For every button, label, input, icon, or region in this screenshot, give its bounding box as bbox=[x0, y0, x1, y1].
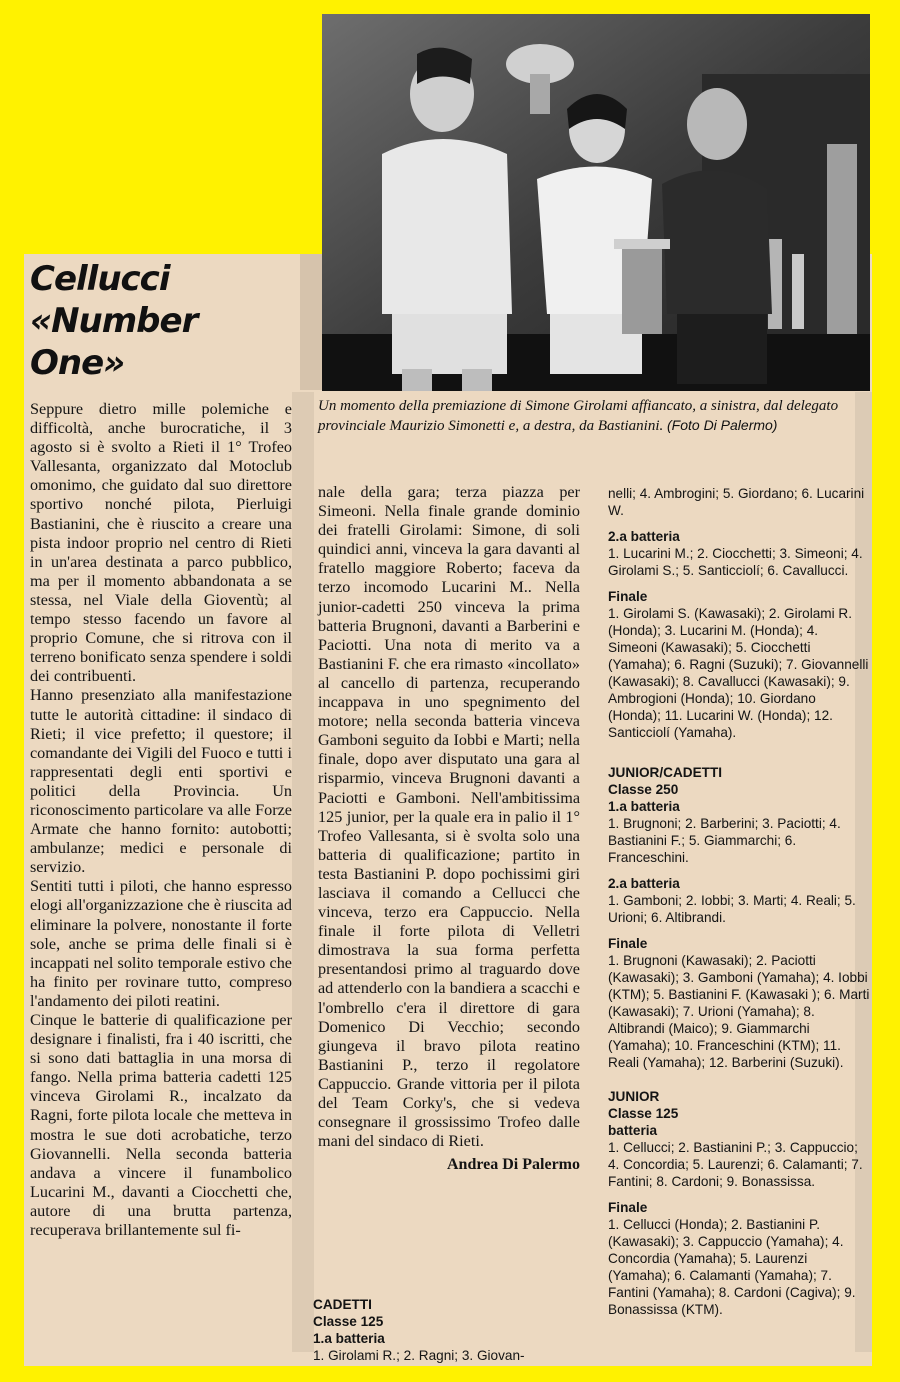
final-results: 1. Brugnoni (Kawasaki); 2. Paciotti (Kawasaki); 3. Gamboni (Yamaha); 4. Iobbi (KTM); 5. Bastianini F. (Kawasaki ); 6. Marti (Kawasaki); 7. Urioni (Yamaha); 8. Altibrandi (Maico); 9. Giammarchi (Yamaha); 10. Franceschini (KTM); 11. Reali (Yamaha); 12. Barberini (Suzuki). bbox=[608, 953, 870, 1070]
heat-results: 1. Lucarini M.; 2. Ciocchetti; 3. Simeoni; 4. Girolami S.; 5. Santicciolí; 6. Cavallucci. bbox=[608, 546, 863, 578]
paragraph: Hanno presenziato alla manifestazione tutte le autorità cittadine: il sindaco di Rieti; il vice prefetto; il questore; il comandante dei Vigili del Fuoco e tutti i rappresentati degli enti sportivi e politici della Provincia. Un riconoscimento particolare va alle Forze Armate che hanno fornito: autobotti; ambulanze; medici e personale di servizio. bbox=[30, 686, 292, 877]
results-cadetti-start bbox=[313, 1296, 581, 1364]
section-heading: JUNIOR bbox=[608, 1089, 660, 1104]
caption-credit: (Foto Di Palermo) bbox=[667, 417, 778, 433]
author-signature: Andrea Di Palermo bbox=[446, 1156, 580, 1174]
paragraph: Cinque le batterie di qualificazione per designare i finalisti, fra i 40 iscritti, che si sono dati battaglia in una morsa di fango. Nella prima batteria cadetti 125 vinceva Girolami R., incalzato da Ragni, forte pilota locale che metteva in mostra le sue doti acrobatiche, terzo Giovannelli. Nella seconda batteria andava a vincere il funambolico Lucarini M., davanti a Ciocchetti che, autore di una brutta partenza, recuperava brillantemente sul fi- bbox=[30, 1011, 292, 1240]
article-column-2 bbox=[318, 483, 580, 1174]
heat-heading: batteria bbox=[608, 1123, 658, 1138]
class-heading: Classe 250 bbox=[608, 782, 679, 797]
heat-results: 1. Cellucci; 2. Bastianini P.; 3. Cappuccio; 4. Concordia; 5. Laurenzi; 6. Calamanti; 7. Fantini; 8. Cardoni; 9. Bonassissa. bbox=[608, 1140, 863, 1189]
heat-results-continued: nelli; 4. Ambrogini; 5. Giordano; 6. Lucarini W. bbox=[608, 486, 865, 518]
heat-heading: 1.a batteria bbox=[608, 799, 680, 814]
paragraph: nale della gara; terza piazza per Simeoni. Nella finale grande dominio dei fratelli Girolami: Simone, di soli quindici anni, vinceva la gara davanti al fratello maggiore Roberto; faceva da terzo incomodo Lucarini M.. Nella junior-cadetti 250 vinceva la prima batteria Brugnoni, davanti a Barberini e Paciotti. Una nota di merito va a Bastianini F. che era rimasto «incollato» al cancello di partenza, recuperando incappava in uno spegnimento del motore; nella seconda batteria vinceva Gamboni seguito da Iobbi e Marti; nella finale, dopo aver disputato una gara al risparmio, vinceva Brugnoni davanti a Paciotti e Gamboni. Nell'ambitissima 125 junior, per la quale era in palio il 1° Trofeo Vallesanta, si è svolta solo una batteria di qualificazione; partito in testa Bastianini P. dopo pochissimi giri lasciava il comando a Cellucci che vinceva, terzo era Cappuccio. Nella finale il forte pilota di Velletri dimostrava la sua forma perfetta presentandosi primo al traguardo dove ad attenderlo con la bandiera a scacchi e l'ombrello c'era il direttore di gara Domenico Di Vecchio; secondo giungeva il bravo pilota reatino Bastianini P., terzo il regolatore Cappuccio. Grande vittoria per il pilota del Team Corky's, che si vedeva consegnare il grossissimo Trofeo dalle mani del sindaco di Rieti. bbox=[318, 483, 580, 1151]
article-column-1 bbox=[30, 400, 292, 1240]
final-results: 1. Cellucci (Honda); 2. Bastianini P. (Kawasaki); 3. Cappuccio (Yamaha); 4. Concordia (Yamaha); 5. Laurenzi (Yamaha); 6. Calamanti (Yamaha); 7. Fantini (Yamaha); 8. Cardoni (Cagiva); 9. Bonassissa (KTM). bbox=[608, 1217, 856, 1317]
headline-line-3: One» bbox=[30, 343, 125, 383]
heat-results: 1. Gamboni; 2. Iobbi; 3. Marti; 4. Reali; 5. Urioni; 6. Altibrandi. bbox=[608, 893, 856, 925]
adjacent-column-fragment bbox=[300, 254, 322, 390]
heat-heading: 2.a batteria bbox=[608, 876, 680, 891]
final-heading: Finale bbox=[608, 1200, 648, 1215]
class-heading: Classe 125 bbox=[313, 1314, 384, 1329]
heat-heading: 2.a batteria bbox=[608, 529, 680, 544]
section-heading: JUNIOR/CADETTI bbox=[608, 765, 723, 780]
heat-results: 1. Brugnoni; 2. Barberini; 3. Paciotti; 4. Bastianini F.; 5. Giammarchi; 6. Franceschini. bbox=[608, 816, 841, 865]
paragraph: Seppure dietro mille polemiche e difficoltà, anche burocratiche, il 3 agosto si è svolto a Rieti il 1° Trofeo Vallesanta, organizzato dal Motoclub omonimo, che guidato dal suo direttore sportivo nonché pilota, Pierluigi Bastianini, che è riuscito a creare una pista indoor proprio nel centro di Rieti in un'area destinata a parco pubblico, ma per il momento abbandonata a se stessa, nel Viale della Gioventù; al tempo stesso facendo un favore al proprio Comune, che si ritrova con il terreno bonificato senza spendere i soldi dei contribuenti. bbox=[30, 400, 292, 686]
headline-line-2: «Number bbox=[30, 301, 198, 341]
award-photo bbox=[322, 14, 870, 391]
headline-line-1: Cellucci bbox=[30, 259, 170, 299]
photo-caption bbox=[318, 397, 858, 436]
caption-text: Un momento della premiazione di Simone Girolami affiancato, a sinistra, dal delegato provinciale Maurizio Simonetti e, a destra, da Bastianini. bbox=[318, 398, 839, 434]
final-heading: Finale bbox=[608, 936, 648, 951]
heat-heading: 1.a batteria bbox=[313, 1331, 385, 1346]
headline bbox=[30, 258, 300, 384]
results-column bbox=[608, 485, 870, 1318]
section-heading: CADETTI bbox=[313, 1297, 372, 1312]
paragraph: Sentiti tutti i piloti, che hanno espresso elogi all'organizzazione che è riuscita ad eliminare la polvere, nonostante il forte sole, anche se prima delle finali si è incappati nel solito temporale estivo che ha finito per rovinare tutto, compreso l'andamento dei piloti reatini. bbox=[30, 877, 292, 1010]
heat-results: 1. Girolami R.; 2. Ragni; 3. Giovan- bbox=[313, 1348, 525, 1363]
final-results: 1. Girolami S. (Kawasaki); 2. Girolami R. (Honda); 3. Lucarini M. (Honda); 4. Simeoni (Kawasaki); 5. Ciocchetti (Yamaha); 6. Ragni (Suzuki); 7. Giovannelli (Kawasaki); 8. Cavallucci (Kawasaki); 9. Ambrogioni (Honda); 10. Giordano (Honda); 11. Lucarini W. (Honda); 12. Santicciolí (Yamaha). bbox=[608, 606, 869, 740]
column-gutter-fragment bbox=[292, 392, 314, 1352]
final-heading: Finale bbox=[608, 589, 648, 604]
class-heading: Classe 125 bbox=[608, 1106, 679, 1121]
